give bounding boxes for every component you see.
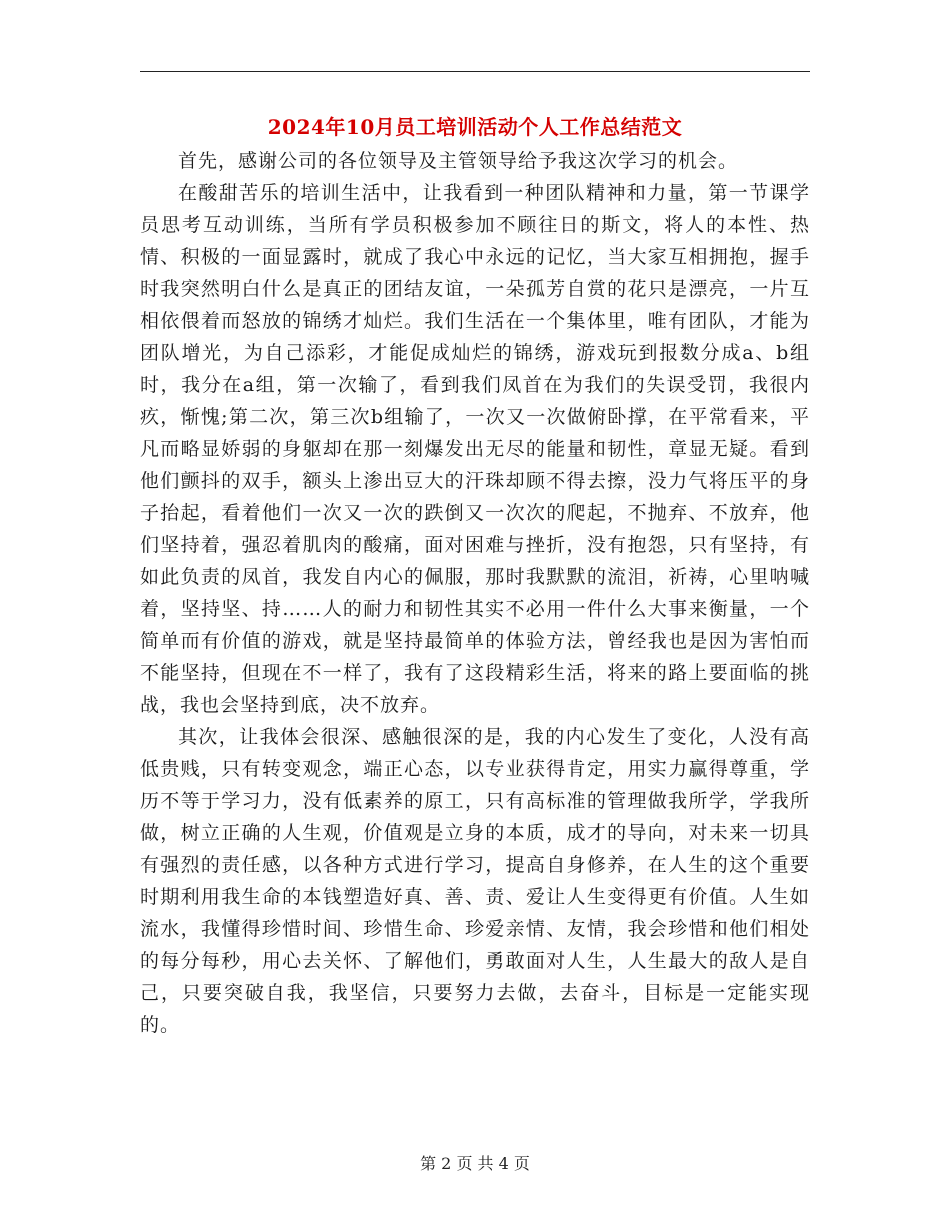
page-number: 第 2 页 共 4 页: [420, 1154, 530, 1173]
page-footer: [140, 1152, 810, 1176]
paragraph-team-spirit: 在酸甜苦乐的培训生活中，让我看到一种团队精神和力量，第一节课学员思考互动训练，当所有学员积极参加不顾往日的斯文，将人的本性、热情、积极的一面显露时，就成了我心中永远的记忆，当大家互相拥抱，握手时我突然明白什么是真正的团结友谊，一朵孤芳自赏的花只是漂亮，一片互相依偎着而怒放的锦绣才灿烂。我们生活在一个集体里，唯有团队，才能为团队增光，为自己添彩，才能促成灿烂的锦绣，游戏玩到报数分成a、b组时，我分在a组，第一次输了，看到我们凤首在为我们的失误受罚，我很内疚，惭愧;第二次，第三次b组输了，一次又一次做俯卧撑，在平常看来，平凡而略显娇弱的身躯却在那一刻爆发出无尽的能量和韧性，章显无疑。看到他们颤抖的双手，额头上渗出豆大的汗珠却顾不得去擦，没力气将压平的身子抬起，看着他们一次又一次的跌倒又一次次的爬起，不抛弃、不放弃，他们坚持着，强忍着肌肉的酸痛，面对困难与挫折，没有抱怨，只有坚持，有如此负责的凤首，我发自内心的佩服，那时我默默的流泪，祈祷，心里呐喊着，坚持坚、持……人的耐力和韧性其实不必用一件什么大事来衡量，一个简单而有价值的游戏，就是坚持最简单的体验方法，曾经我也是因为害怕而不能坚持，但现在不一样了，我有了这段精彩生活，将来的路上要面临的挑战，我也会坚持到底，决不放弃。: [140, 182, 810, 716]
document-body: [140, 145, 810, 1041]
header-rule: [140, 71, 810, 72]
document-title: 2024年10月员工培训活动个人工作总结范文: [267, 115, 683, 139]
paragraph-intro: 首先，感谢公司的各位领导及主管领导给予我这次学习的机会。: [178, 150, 739, 172]
paragraph-reflection: 其次，让我体会很深、感触很深的是，我的内心发生了变化，人没有高低贵贱，只有转变观念，端正心态，以专业获得肯定，用实力赢得尊重，学历不等于学习力，没有低素养的原工，只有高标准的管理做我所学，学我所做，树立正确的人生观，价值观是立身的本质，成才的导向，对未来一切具有强烈的责任感，以各种方式进行学习，提高自身修养，在人生的这个重要时期利用我生命的本钱塑造好真、善、责、爱让人生变得更有价值。人生如流水，我懂得珍惜时间、珍惜生命、珍爱亲情、友情，我会珍惜和他们相处的每分每秒，用心去关怀、了解他们，勇敢面对人生，人生最大的敌人是自己，只要突破自我，我坚信，只要努力去做，去奋斗，目标是一定能实现的。: [140, 726, 810, 1036]
